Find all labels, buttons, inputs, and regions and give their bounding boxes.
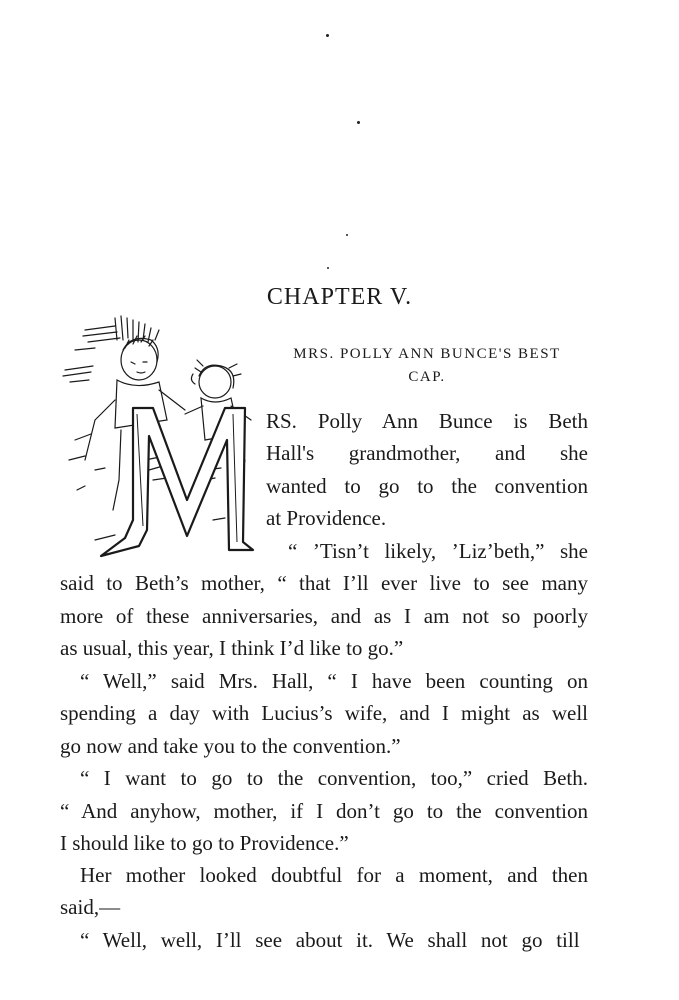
text-line: “ And anyhow, mother, if I don’t go to the convention xyxy=(60,799,588,823)
text-line: “ I want to go to the convention, too,” cried Beth. xyxy=(80,766,588,790)
text-line: more of these anniversaries, and as I am not so poorly xyxy=(60,604,588,628)
text-line: spending a day with Lucius’s wife, and I might as well xyxy=(60,701,588,725)
ink-speck xyxy=(357,121,360,124)
text-line: wanted to go to the convention xyxy=(266,474,588,498)
text-line: “ ’Tisn’t likely, ’Liz’beth,” she xyxy=(288,539,588,563)
text-line: as usual, this year, I think I’d like to go.” xyxy=(60,636,404,660)
ink-speck xyxy=(327,267,329,269)
ink-speck xyxy=(346,234,348,236)
text-line: at Providence. xyxy=(266,506,387,530)
chapter-subtitle-line-2: CAP. xyxy=(408,369,446,385)
illustrated-drop-cap-icon xyxy=(55,310,270,560)
text-line: RS. Polly Ann Bunce is Beth xyxy=(266,409,588,433)
text-line: Hall's grandmother, and she xyxy=(266,441,588,465)
chapter-heading: CHAPTER V. xyxy=(266,284,413,310)
text-line: “ Well,” said Mrs. Hall, “ I have been counting on xyxy=(80,669,588,693)
text-line: said,— xyxy=(60,895,121,919)
text-line: said to Beth’s mother, “ that I’ll ever live to see many xyxy=(60,571,588,595)
text-line: “ Well, well, I’ll see about it. We shall not go till xyxy=(80,928,580,952)
text-line: I should like to go to Providence.” xyxy=(60,831,349,855)
ink-speck xyxy=(326,34,329,37)
text-line: go now and take you to the convention.” xyxy=(60,734,401,758)
chapter-subtitle-line-1: MRS. POLLY ANN BUNCE'S BEST xyxy=(293,346,561,362)
text-line: Her mother looked doubtful for a moment, and then xyxy=(80,863,588,887)
